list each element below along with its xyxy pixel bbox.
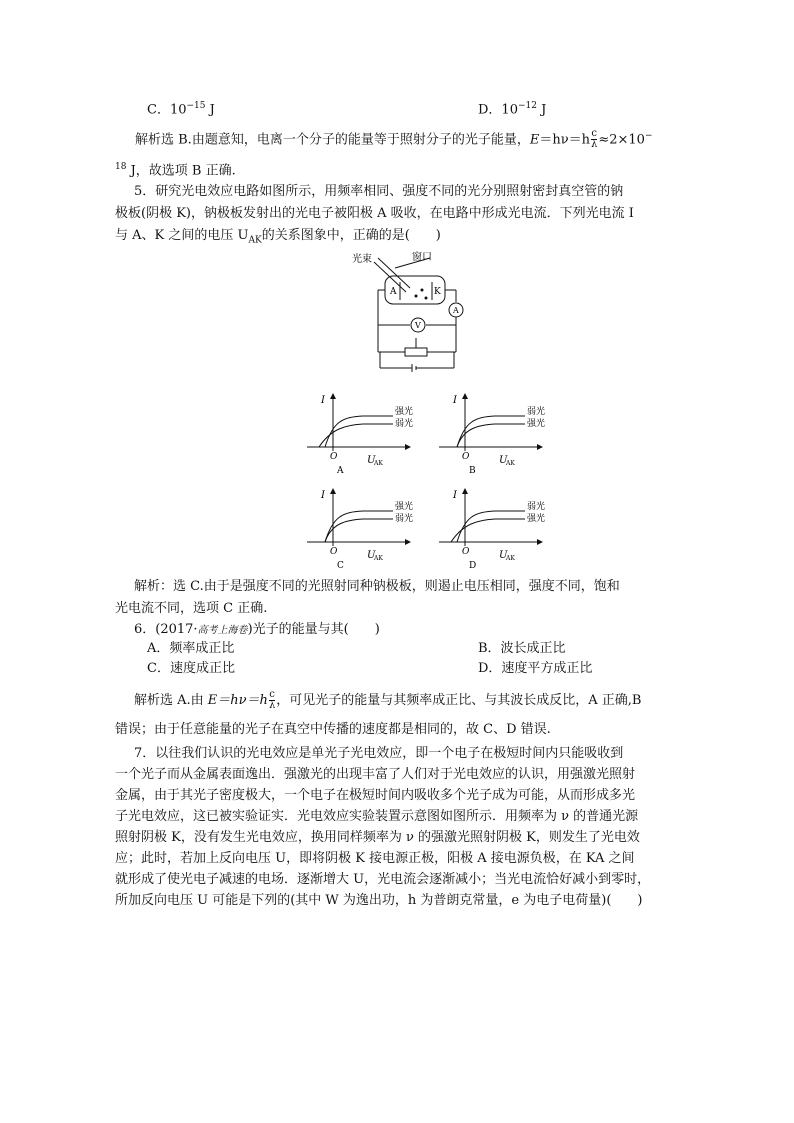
- axis-u-label: U: [367, 455, 376, 466]
- axis-u-subscript: AK: [506, 460, 515, 467]
- graph-option-label: C: [337, 561, 344, 570]
- graph-option-label: B: [469, 466, 476, 475]
- bottom-curve-label: 强光: [527, 514, 546, 524]
- axis-u-label: U: [367, 550, 376, 561]
- axis-u-label: U: [499, 550, 508, 561]
- fraction-c-over-lambda-2: $\frac{c}{\lambda}$: [268, 689, 276, 711]
- window-label: 窗口: [412, 252, 432, 263]
- q5-solution-line1: 解析：选 C.由于是强度不同的光照射同种钠极板，则遏止电压相同，强度不同，饱和: [134, 579, 620, 594]
- origin-label: O: [462, 452, 470, 462]
- top-curve-label: 强光: [395, 407, 414, 417]
- photoelectric-circuit-diagram: [350, 250, 470, 375]
- graph-option-label: A: [337, 466, 344, 475]
- axis-i-label: I: [321, 395, 325, 406]
- option-c: C．$10^{-15}$ J: [147, 101, 215, 118]
- q7-line: 应；此时，若加上反向电压 U，即将阴极 K 接电源正极，阳极 A 接电源负极，在 KA 之间: [115, 851, 635, 866]
- q7-line: 金属，由于其光子密度极大，一个电子在极短时间内吸收多个光子成为可能，从而形成多光: [115, 788, 636, 803]
- bottom-curve-label: 弱光: [395, 514, 414, 524]
- iu-graph-d: [437, 488, 547, 570]
- q6-option-c: C．速度成正比: [147, 661, 235, 676]
- q6-option-d: D．速度平方成正比: [478, 661, 593, 676]
- light-beam-label: 光束: [352, 254, 372, 265]
- q6-option-b: B．波长成正比: [478, 641, 566, 656]
- origin-label: O: [330, 547, 338, 557]
- q7-line: 照射阴极 K，没有发生光电效应，换用同样频率为 ν 的强激光照射阴极 K，则发生了光电效: [115, 830, 640, 845]
- q5-line3: 与 A、K 之间的电压 $U_{AK}$的关系图象中，正确的是( ): [115, 228, 441, 246]
- top-curve-label: 弱光: [527, 407, 546, 417]
- top-curve-label: 弱光: [527, 502, 546, 512]
- q5-line1: 5．研究光电效应电路如图所示，用频率相同、强度不同的光分别照射密封真空管的钠: [134, 184, 624, 199]
- option-d: D．$10^{-12}$ J: [478, 101, 547, 118]
- fraction-c-over-lambda: $\frac{c}{\lambda}$: [590, 128, 598, 151]
- q5-line2: 极板(阴极 K)，钠极板发射出的光电子被阳极 A 吸收，在电路中形成光电流．下列光电流 I: [115, 206, 634, 221]
- q7-line: 子光电效应，这已被实验证实．光电效应实验装置示意图如图所示．用频率为 ν 的普通光源: [115, 809, 639, 824]
- q4-solution-line1: 解析选 B.由题意知，电离一个分子的能量等于照射分子的光子能量，E＝hν＝h $\frac{c}{\lambda}$ ≈2×10−: [135, 128, 653, 151]
- origin-label: O: [462, 547, 470, 557]
- q4-solution-line2: $^{18}$ J，故选项 B 正确.: [115, 162, 236, 179]
- q7-line: 就形成了使光电子减速的电场．逐渐增大 U，光电流会逐渐减小；当光电流恰好减小到零时，: [115, 872, 651, 887]
- axis-i-label: I: [453, 490, 457, 501]
- cathode-label: K: [434, 287, 441, 297]
- axis-u-subscript: AK: [374, 460, 383, 467]
- top-curve-label: 强光: [395, 502, 414, 512]
- bottom-curve-label: 强光: [527, 419, 546, 429]
- voltmeter-label: V: [415, 321, 421, 330]
- iu-graph-b: [437, 393, 547, 475]
- bottom-curve-label: 弱光: [395, 419, 414, 429]
- axis-i-label: I: [321, 490, 325, 501]
- axis-u-label: U: [499, 455, 508, 466]
- graph-option-label: D: [469, 561, 477, 570]
- q5-solution-line2: 光电流不同，选项 C 正确.: [115, 601, 268, 616]
- q6-solution-line1: 解析选 A.由 E＝hν＝h $\frac{c}{\lambda}$ ，可见光子的能量与其频率成正比、与其波长成反比，A 正确,B: [134, 689, 642, 711]
- axis-u-subscript: AK: [506, 555, 515, 562]
- ammeter-label: A: [453, 306, 459, 315]
- anode-label: A: [390, 287, 397, 297]
- q6-stem: 6．(2017·高考上海卷)光子的能量与其( ): [134, 622, 380, 637]
- q6-solution-line2: 错误；由于任意能量的光子在真空中传播的速度都是相同的，故 C、D 错误.: [115, 722, 551, 737]
- q7-line: 一个光子而从金属表面逸出．强激光的出现丰富了人们对于光电效应的认识，用强激光照射: [115, 767, 636, 782]
- q7-line: 所加反向电压 U 可能是下列的(其中 W 为逸出功，h 为普朗克常量，e 为电子电荷量)( ): [115, 893, 643, 908]
- axis-u-subscript: AK: [374, 555, 383, 562]
- iu-graph-a: [305, 393, 415, 475]
- iu-graph-c: [305, 488, 415, 570]
- axis-i-label: I: [453, 395, 457, 406]
- q7-line: 7．以往我们认识的光电效应是单光子光电效应，即一个电子在极短时间内只能吸收到: [134, 746, 624, 761]
- q6-option-a: A．频率成正比: [147, 641, 235, 656]
- origin-label: O: [330, 452, 338, 462]
